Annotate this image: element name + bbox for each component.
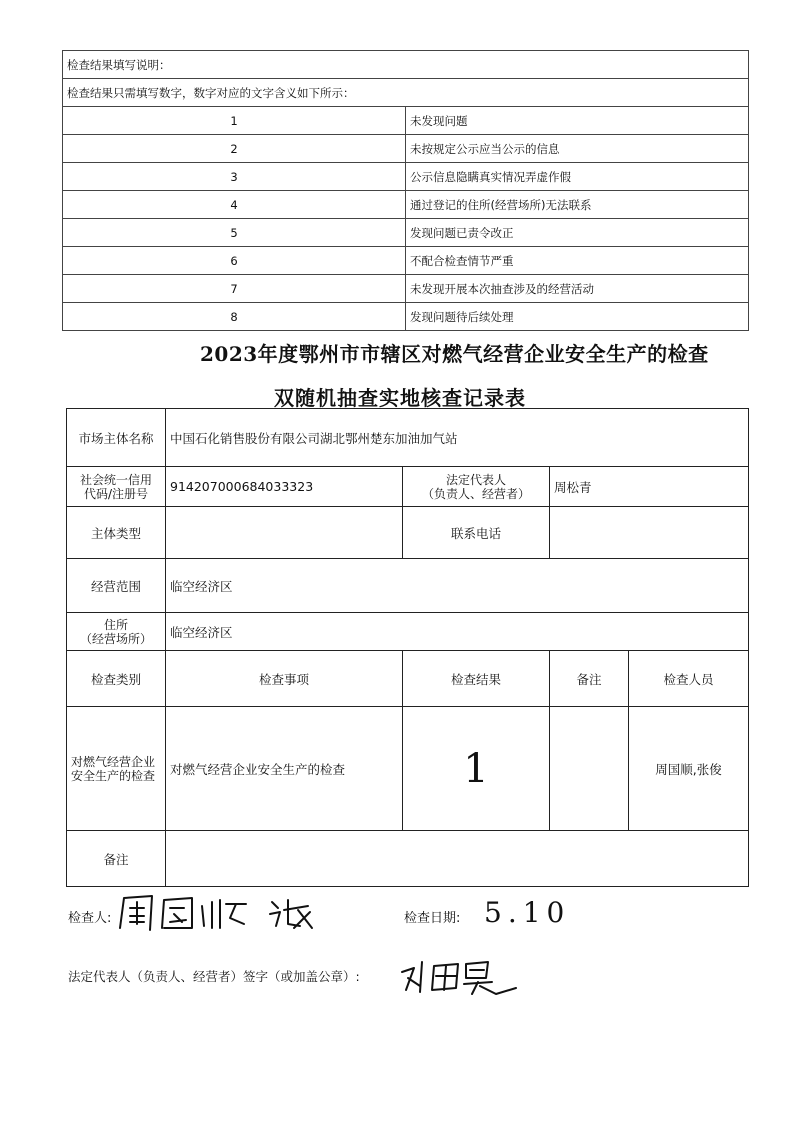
inspection-record-table [66, 408, 749, 887]
row-inspector: 周国顺,张俊 [629, 707, 749, 831]
address-value: 临空经济区 [166, 613, 749, 651]
legend-text: 未发现问题 [406, 107, 749, 135]
legend-num: 6 [63, 247, 406, 275]
legend-heading: 检查结果填写说明： [63, 51, 749, 79]
notes-label: 备注 [67, 831, 166, 887]
entity-type-value [166, 507, 403, 559]
row-result-handwritten: 1 [403, 707, 550, 831]
legend-text: 未发现开展本次抽查涉及的经营活动 [406, 275, 749, 303]
legend-text: 公示信息隐瞒真实情况弄虚作假 [406, 163, 749, 191]
legend-row [63, 275, 749, 303]
entity-type-label: 主体类型 [67, 507, 166, 559]
legal-rep-handwritten-signature [392, 952, 522, 1000]
business-scope-value: 临空经济区 [166, 559, 749, 613]
credit-code-label [67, 467, 166, 507]
legend-num: 4 [63, 191, 406, 219]
legend-text: 发现问题已责令改正 [406, 219, 749, 247]
header-item: 检查事项 [166, 651, 403, 707]
header-result: 检查结果 [403, 651, 550, 707]
entity-name-label: 市场主体名称 [67, 409, 166, 467]
legend-row [63, 247, 749, 275]
legend-row [63, 303, 749, 331]
legend-num: 1 [63, 107, 406, 135]
result-legend-table [62, 50, 749, 331]
legend-text: 不配合检查情节严重 [406, 247, 749, 275]
legend-text: 发现问题待后续处理 [406, 303, 749, 331]
legend-instruction: 检查结果只需填写数字，数字对应的文字含义如下所示： [63, 79, 749, 107]
legend-row [63, 107, 749, 135]
legend-text: 通过登记的住所(经营场所)无法联系 [406, 191, 749, 219]
legend-row [63, 163, 749, 191]
legend-row [63, 135, 749, 163]
credit-code-label-line1: 社会统一信用 [79, 472, 152, 487]
legend-num: 5 [63, 219, 406, 247]
inspector-signature-label: 检查人: [68, 911, 112, 926]
header-remark: 备注 [550, 651, 629, 707]
header-inspector: 检查人员 [629, 651, 749, 707]
inspection-date-handwritten: 5.10 [484, 896, 571, 929]
legal-rep-label-line1: 法定代表人 [445, 472, 506, 487]
row-item: 对燃气经营企业安全生产的检查 [166, 707, 403, 831]
row-remark [550, 707, 629, 831]
legal-rep-label-line2: （负责人、经营者） [421, 486, 530, 501]
legend-text: 未按规定公示应当公示的信息 [406, 135, 749, 163]
inspection-date-label: 检查日期: [404, 911, 461, 926]
legal-rep-signature-label: 法定代表人（负责人、经营者）签字（或加盖公章）: [68, 969, 360, 984]
address-label [67, 613, 166, 651]
credit-code-label-line2: 代码/注册号 [83, 486, 149, 501]
notes-value [166, 831, 749, 887]
header-category: 检查类别 [67, 651, 166, 707]
legend-num: 8 [63, 303, 406, 331]
entity-name-value: 中国石化销售股份有限公司湖北鄂州楚东加油加气站 [166, 409, 749, 467]
legend-row [63, 219, 749, 247]
legend-num: 2 [63, 135, 406, 163]
legend-row [63, 191, 749, 219]
legal-rep-label [403, 467, 550, 507]
inspector-handwritten-signature [112, 888, 352, 938]
legend-num: 7 [63, 275, 406, 303]
row-category: 对燃气经营企业安全生产的检查 [67, 707, 166, 831]
address-label-line1: 住所 [103, 617, 128, 632]
legend-num: 3 [63, 163, 406, 191]
credit-code-value: 914207000684033323 [166, 467, 403, 507]
document-title: 2023年度鄂州市市辖区对燃气经营企业安全生产的检查 [200, 342, 709, 366]
address-label-line2: （经营场所） [79, 631, 152, 646]
document-subtitle: 双随机抽查实地核查记录表 [274, 386, 526, 410]
phone-label: 联系电话 [403, 507, 550, 559]
business-scope-label: 经营范围 [67, 559, 166, 613]
legal-rep-value: 周松青 [550, 467, 749, 507]
phone-value [550, 507, 749, 559]
